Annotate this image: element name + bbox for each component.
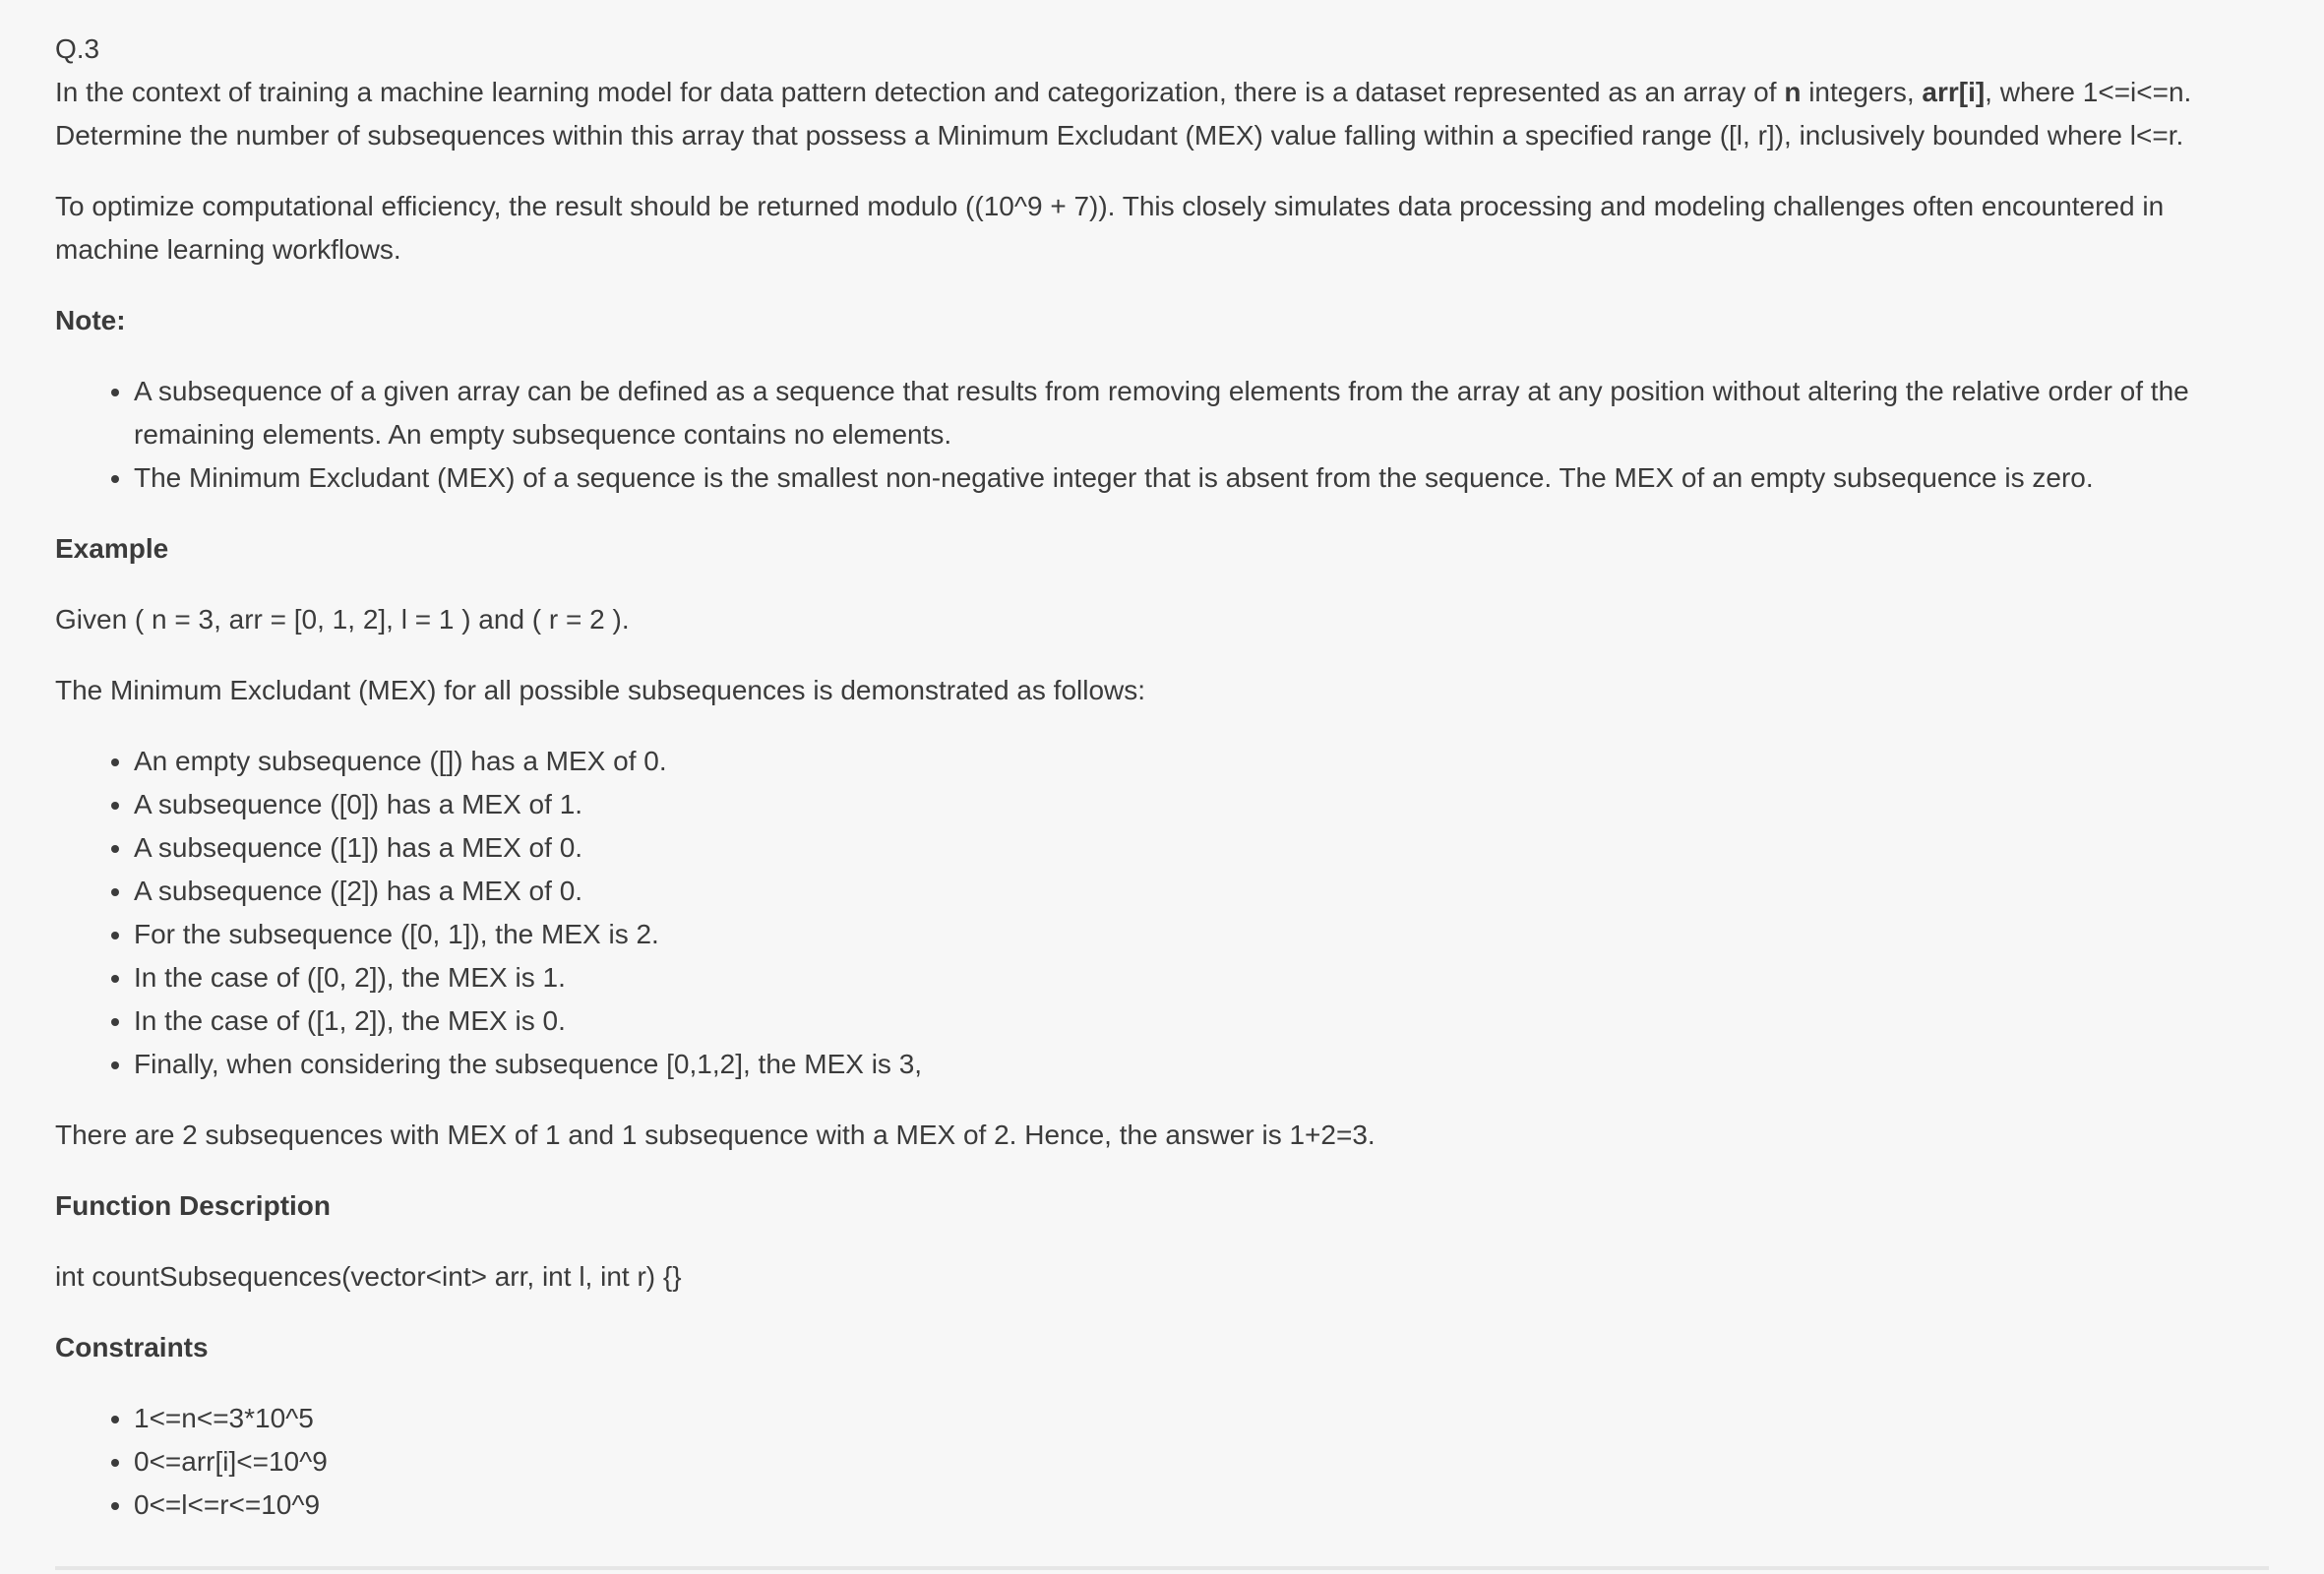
- intro-text-2: integers,: [1801, 77, 1923, 107]
- example-item: • A subsequence ([1]) has a MEX of 0.: [134, 826, 2269, 870]
- constraints-heading: Constraints: [55, 1332, 209, 1362]
- constraint-item: • 0<=l<=r<=10^9: [134, 1483, 2269, 1527]
- example-given: Given ( n = 3, arr = [0, 1, 2], l = 1 ) and ( r = 2 ).: [55, 604, 630, 635]
- efficiency-paragraph: To optimize computational efficiency, the result should be returned modulo ((10^9 + 7)). This closely simulates data processing and modeling challenges often encountered in machine learning workflows.: [55, 191, 2165, 265]
- note-list: [55, 370, 2269, 500]
- constraint-item: • 0<=arr[i]<=10^9: [134, 1440, 2269, 1483]
- example-item: • For the subsequence ([0, 1]), the MEX is 2.: [134, 913, 2269, 956]
- intro-bold-arr: arr[i]: [1922, 77, 1986, 107]
- example-item: • In the case of ([0, 2]), the MEX is 1.: [134, 956, 2269, 999]
- example-lead: The Minimum Excludant (MEX) for all possible subsequences is demonstrated as follows:: [55, 675, 1146, 705]
- intro-text-1: In the context of training a machine learning model for data pattern detection and categorization, there is a dataset represented as an array of: [55, 77, 1785, 107]
- bottom-divider: [55, 1566, 2269, 1570]
- example-conclusion: There are 2 subsequences with MEX of 1 and 1 subsequence with a MEX of 2. Hence, the answer is 1+2=3.: [55, 1120, 1376, 1150]
- function-description-heading: Function Description: [55, 1190, 331, 1221]
- constraint-item: • 1<=n<=3*10^5: [134, 1397, 2269, 1440]
- example-item: • A subsequence ([0]) has a MEX of 1.: [134, 783, 2269, 826]
- note-item: • A subsequence of a given array can be defined as a sequence that results from removing elements from the array at any position without altering the relative order of the remaining elements. An empty subsequence contains no elements.: [134, 370, 2269, 456]
- note-item: • The Minimum Excludant (MEX) of a sequence is the smallest non-negative integer that is absent from the sequence. The MEX of an empty subsequence is zero.: [134, 456, 2269, 500]
- note-heading: Note:: [55, 305, 126, 335]
- example-item: • A subsequence ([2]) has a MEX of 0.: [134, 870, 2269, 913]
- example-list: [55, 740, 2269, 1086]
- intro-paragraph: [55, 71, 2269, 157]
- function-signature: int countSubsequences(vector<int> arr, int l, int r) {}: [55, 1261, 682, 1292]
- example-item: • Finally, when considering the subsequence [0,1,2], the MEX is 3,: [134, 1043, 2269, 1086]
- example-item: • An empty subsequence ([]) has a MEX of 0.: [134, 740, 2269, 783]
- constraints-list: [55, 1397, 2269, 1527]
- example-heading: Example: [55, 533, 169, 564]
- example-item: • In the case of ([1, 2]), the MEX is 0.: [134, 999, 2269, 1043]
- question-label: Q.3: [55, 33, 100, 64]
- intro-text-3: , where 1<=i<=n. Determine the number of subsequences within this array that possess a Minimum Excludant (MEX) value falling within a specified range ([l, r]), inclusively bounded where l<=r.: [55, 77, 2192, 151]
- intro-bold-n: n: [1784, 77, 1802, 107]
